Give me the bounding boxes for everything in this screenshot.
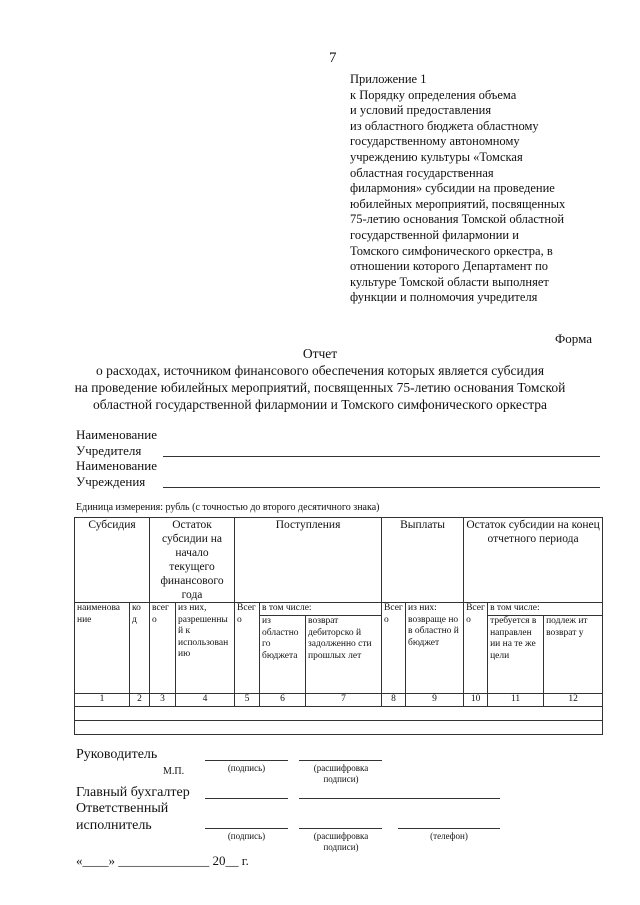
date-line: «____» ______________ 20__ г. xyxy=(76,853,249,868)
column-number: 1 xyxy=(75,694,130,707)
col-end-total: Всег о xyxy=(464,603,488,694)
accountant-signature-line[interactable] xyxy=(205,798,288,799)
col-payments-returned: из них: возвраще но в областно й бюджет xyxy=(406,603,464,694)
unit-of-measure: Единица измерения: рубль (с точностью до второго десятичного знака) xyxy=(76,502,380,513)
page-number: 7 xyxy=(329,50,337,66)
column-number: 3 xyxy=(150,694,176,707)
phone-hint: (телефон) xyxy=(430,831,468,841)
title-line: областной государственной филармонии и Томского симфонического оркестра xyxy=(92,397,548,412)
appendix-line: государственной филармонии и xyxy=(350,227,519,242)
appendix-line: Томского симфонического оркестра, в xyxy=(350,243,553,258)
table-row xyxy=(75,706,603,720)
sign-hint: (подпись) xyxy=(227,763,266,773)
column-number: 11 xyxy=(488,694,544,707)
institution-label-line: Учреждения xyxy=(76,474,146,489)
header-payments: Выплаты xyxy=(382,518,464,603)
institution-label-line: Наименование xyxy=(76,458,157,473)
appendix-line: Приложение 1 xyxy=(350,72,427,86)
col-receipts-regional: из областно го бюджета xyxy=(260,616,306,694)
column-number: 6 xyxy=(260,694,306,707)
col-start-allowed: из них, разрешенны й к использован ию xyxy=(176,603,235,694)
executor-label-line: исполнитель xyxy=(76,818,152,833)
col-code: ко д xyxy=(130,603,150,694)
col-receipts-return: возврат дебиторско й задолженно сти прошлых лет xyxy=(306,616,382,694)
title-line: о расходах, источником финансового обеспечения которых является субсидия xyxy=(95,363,545,378)
column-number: 9 xyxy=(406,694,464,707)
column-number: 10 xyxy=(464,694,488,707)
header-balance-start: Остаток субсидии на начало текущего финансового года xyxy=(150,518,235,603)
accountant-decode-line[interactable] xyxy=(299,798,500,799)
report-title xyxy=(40,345,600,413)
col-end-required: требуется в направлен ии на те же цели xyxy=(488,616,544,694)
title-line: Отчет xyxy=(302,346,338,361)
column-number: 12 xyxy=(544,694,603,707)
founder-label xyxy=(76,427,157,459)
appendix-line: к Порядку определения объема xyxy=(350,87,517,102)
appendix-line: государственному автономному xyxy=(350,134,520,149)
column-number: 7 xyxy=(306,694,382,707)
founder-label-line: Наименование xyxy=(76,427,157,442)
report-table xyxy=(74,517,603,735)
col-end-including: в том числе: xyxy=(488,603,603,616)
col-end-return: подлеж ит возврат у xyxy=(544,616,603,694)
col-payments-total: Всег о xyxy=(382,603,406,694)
founder-field[interactable] xyxy=(163,456,600,457)
title-line: на проведение юбилейных мероприятий, посвященных 75-летию основания Томской xyxy=(74,380,566,395)
appendix-line: культуре Томской области выполняет xyxy=(350,274,549,289)
header-balance-end: Остаток субсидии на конец отчетного периода xyxy=(464,518,603,603)
header-receipts: Поступления xyxy=(235,518,382,603)
executor-decode-line[interactable] xyxy=(299,828,382,829)
appendix-line: функции и полномочия учредителя xyxy=(350,290,538,305)
column-number: 5 xyxy=(235,694,260,707)
appendix-line: юбилейных мероприятий, посвященных xyxy=(350,196,566,211)
head-signature-line[interactable] xyxy=(205,760,288,761)
stamp-label: М.П. xyxy=(163,766,185,777)
col-receipts-including: в том числе: xyxy=(260,603,382,616)
appendix-line: 75-летию основания Томской областной xyxy=(350,212,565,227)
appendix-line: учреждению культуры «Томская xyxy=(350,149,523,164)
column-number: 8 xyxy=(382,694,406,707)
executor-phone-line[interactable] xyxy=(398,828,500,829)
sign-hint: (подпись) xyxy=(227,831,266,841)
appendix-block xyxy=(350,72,605,306)
appendix-line: и условий предоставления xyxy=(350,103,492,118)
col-start-total: всег о xyxy=(150,603,176,694)
head-decode-line[interactable] xyxy=(299,760,382,761)
executor-label-line: Ответственный xyxy=(76,801,169,816)
appendix-line: филармония» субсидии на проведение xyxy=(350,181,555,196)
appendix-line: областная государственная xyxy=(350,165,494,180)
founder-label-line: Учредителя xyxy=(76,443,142,458)
table-row xyxy=(75,720,603,734)
executor-label xyxy=(76,800,168,834)
executor-signature-line[interactable] xyxy=(205,828,288,829)
col-receipts-total: Всег о xyxy=(235,603,260,694)
column-number: 4 xyxy=(176,694,235,707)
institution-field[interactable] xyxy=(163,487,600,488)
institution-label xyxy=(76,458,157,490)
accountant-label: Главный бухгалтер xyxy=(76,785,190,800)
decode-hint: (расшифровка подписи) xyxy=(313,763,369,784)
col-name: наименова ние xyxy=(75,603,130,694)
appendix-line: отношении которого Департамент по xyxy=(350,259,549,274)
appendix-line: из областного бюджета областному xyxy=(350,118,539,133)
column-number: 2 xyxy=(130,694,150,707)
head-label: Руководитель xyxy=(76,747,158,762)
decode-hint: (расшифровка подписи) xyxy=(313,831,369,852)
header-subsidy: Субсидия xyxy=(75,518,150,603)
form-label: Форма xyxy=(555,331,592,346)
